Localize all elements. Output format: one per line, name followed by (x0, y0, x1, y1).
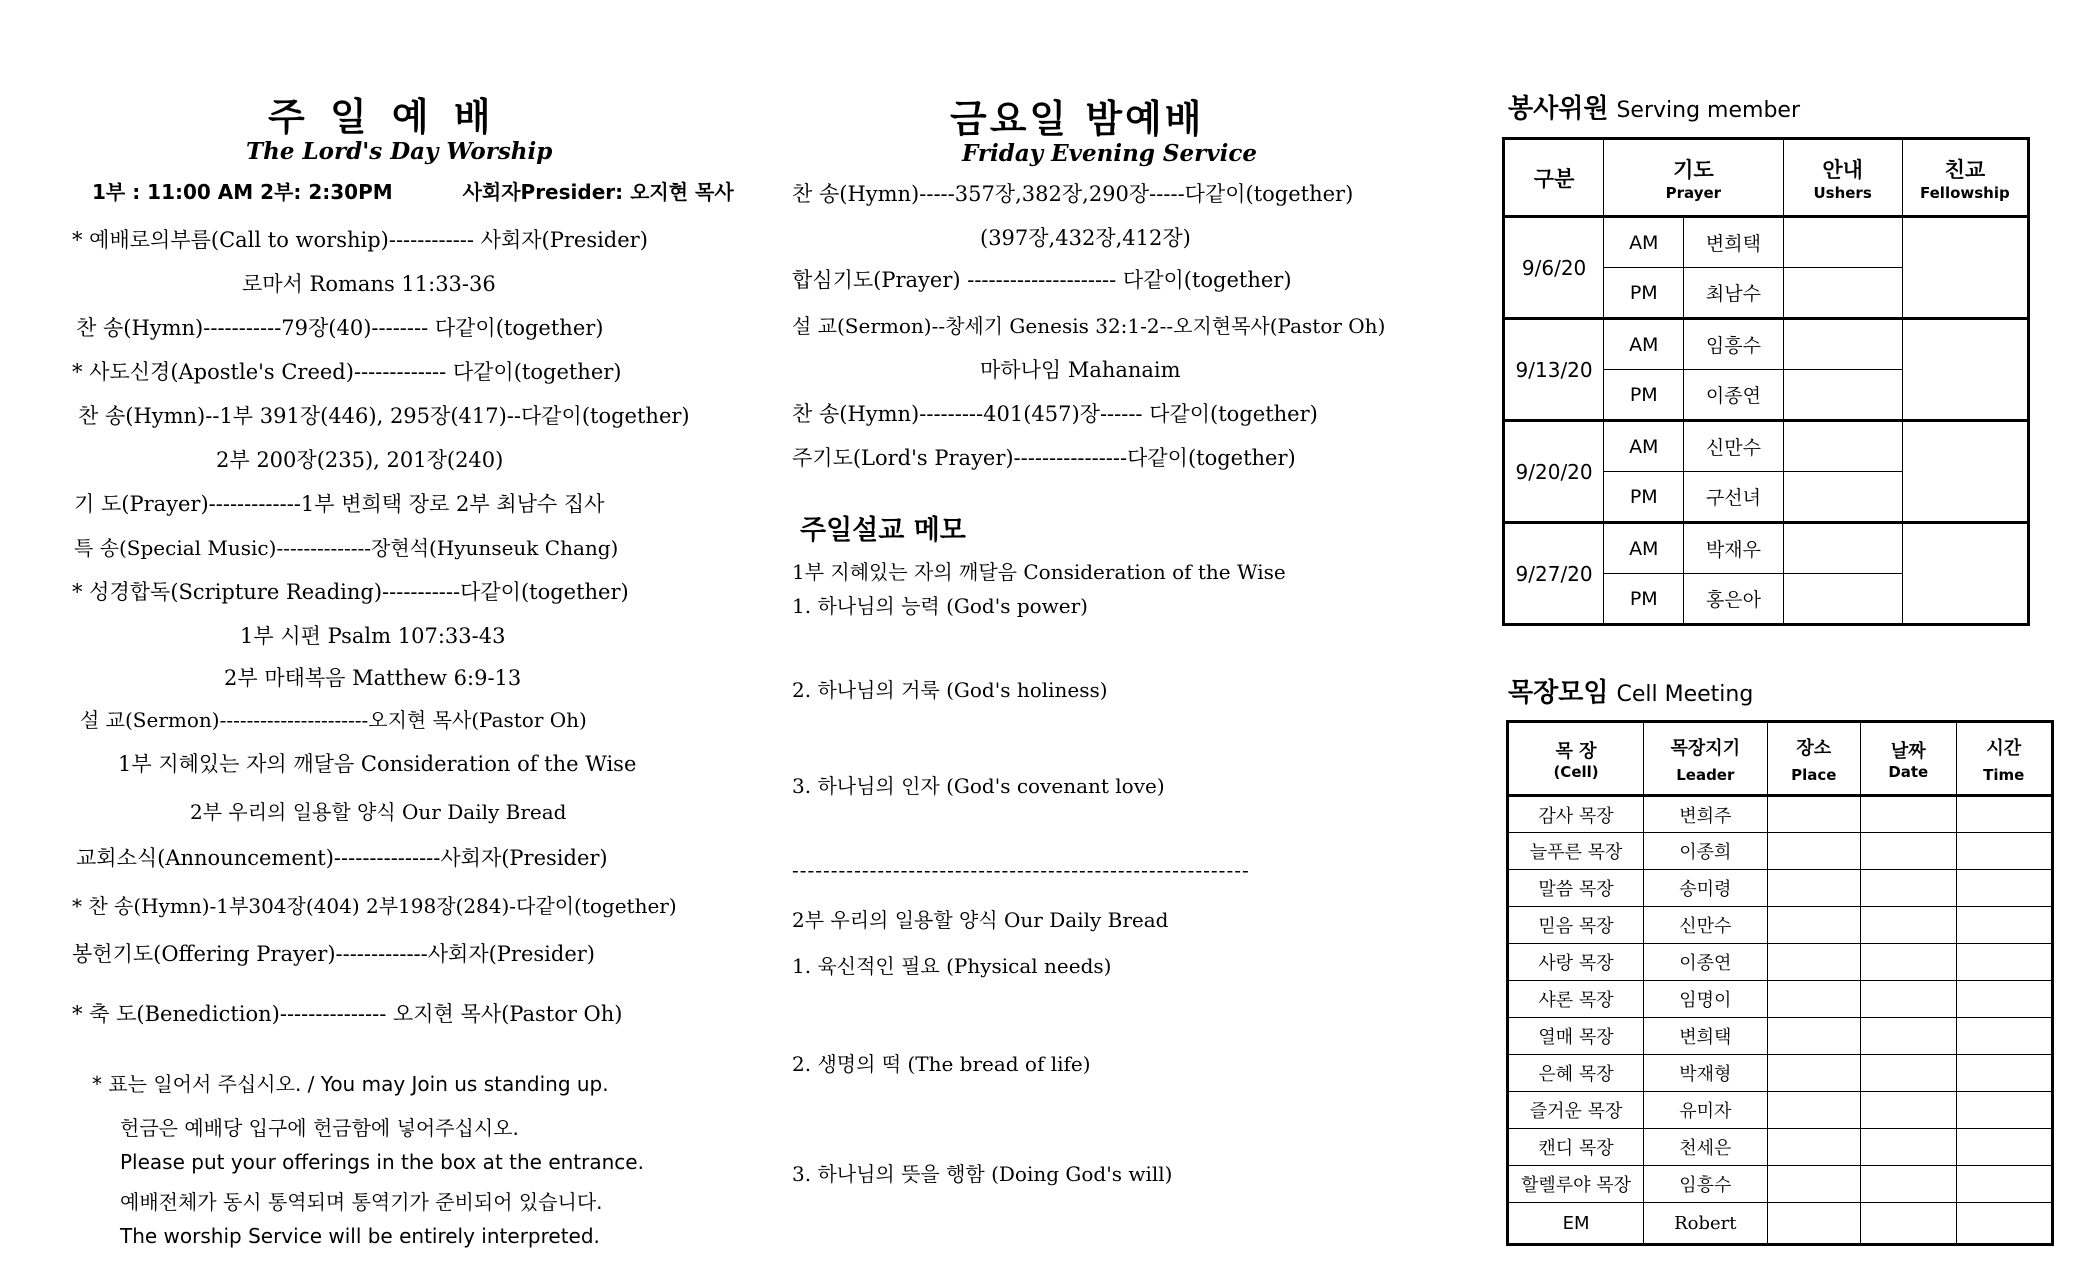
serving-usher-cell (1783, 268, 1902, 319)
serving-pm-label: PM (1604, 268, 1684, 319)
friday-hymn-1: 찬 송(Hymn)-----357장,382장,290장-----다같이(together) (792, 182, 1354, 206)
serving-row (1504, 523, 2029, 574)
memo-part2-point-1: 1. 육신적인 필요 (Physical needs) (792, 954, 1112, 978)
cell-date (1861, 796, 1956, 833)
serving-title-en: Serving member (1616, 98, 1800, 123)
order-prayer: 기 도(Prayer)-------------1부 변희택 장로 2부 최남수 집사 (74, 492, 605, 516)
serving-pm-label: PM (1604, 574, 1684, 625)
serving-am-name: 임흥수 (1684, 319, 1783, 370)
cell-header-date: 날짜 Date (1861, 722, 1956, 796)
cell-table (1506, 720, 2054, 1246)
order-special-music: 특 송(Special Music)--------------장현석(Hyunseuk Chang) (74, 536, 619, 560)
cell-time (1956, 870, 2053, 907)
serving-am-name: 박재우 (1684, 523, 1783, 574)
cell-row (1508, 1018, 2053, 1055)
order-psalm: 1부 시편 Psalm 107:33-43 (240, 624, 506, 648)
order-matthew: 2부 마태복음 Matthew 6:9-13 (224, 666, 522, 690)
cell-header-leader: 목장지기 Leader (1644, 722, 1767, 796)
serving-pm-label: PM (1604, 472, 1684, 523)
cell-name: 샤론 목장 (1508, 981, 1644, 1018)
cell-leader: 임흥수 (1644, 1166, 1767, 1203)
note-standing: * 표는 일어서 주십시오. / You may Join us standing up. (92, 1072, 609, 1096)
cell-row (1508, 796, 2053, 833)
cell-date (1861, 981, 1956, 1018)
serving-header-ushers: 안내 Ushers (1783, 139, 1902, 217)
order-offering-prayer: 봉헌기도(Offering Prayer)-------------사회자(Presider) (72, 942, 595, 966)
serving-usher-cell (1783, 421, 1902, 472)
cell-row (1508, 833, 2053, 870)
serving-am-label: AM (1604, 319, 1684, 370)
cell-place (1767, 1092, 1861, 1129)
friday-hymn-1b: (397장,432장,412장) (980, 226, 1191, 250)
memo-part2-point-3: 3. 하나님의 뜻을 행함 (Doing God's will) (792, 1162, 1173, 1186)
order-sermon-title-2: 2부 우리의 일용할 양식 Our Daily Bread (190, 800, 567, 824)
cell-name: 캔디 목장 (1508, 1129, 1644, 1166)
memo-part1-point-1: 1. 하나님의 능력 (God's power) (792, 594, 1088, 618)
serving-usher-cell (1783, 523, 1902, 574)
serving-date: 9/20/20 (1504, 421, 1604, 523)
serving-pm-name: 구선녀 (1684, 472, 1783, 523)
cell-time (1956, 833, 2053, 870)
cell-time (1956, 981, 2053, 1018)
cell-place (1767, 1166, 1861, 1203)
cell-place (1767, 1129, 1861, 1166)
order-scripture-reading: * 성경합독(Scripture Reading)-----------다같이(together) (72, 580, 629, 604)
friday-lords-prayer: 주기도(Lord's Prayer)----------------다같이(together) (792, 446, 1296, 470)
serving-am-label: AM (1604, 523, 1684, 574)
order-sermon: 설 교(Sermon)----------------------오지현 목사(Pastor Oh) (80, 708, 587, 732)
friday-title: 금요일 밤예배 (950, 97, 1205, 141)
cell-row (1508, 981, 2053, 1018)
cell-row (1508, 1129, 2053, 1166)
serving-header-prayer: 기도 Prayer (1604, 139, 1783, 217)
cell-row (1508, 907, 2053, 944)
cell-leader: 임명이 (1644, 981, 1767, 1018)
cell-leader: 박재형 (1644, 1055, 1767, 1092)
order-apostles-creed: * 사도신경(Apostle's Creed)------------- 다같이(together) (72, 360, 622, 384)
serving-date: 9/27/20 (1504, 523, 1604, 625)
memo-part1-point-3: 3. 하나님의 인자 (God's covenant love) (792, 774, 1165, 798)
serving-fellowship-cell (1902, 217, 2028, 319)
order-call-to-worship: * 예배로의부름(Call to worship)------------ 사회자(Presider) (72, 228, 648, 252)
cell-row (1508, 944, 2053, 981)
cell-date (1861, 1129, 1956, 1166)
cell-date (1861, 1055, 1956, 1092)
serving-usher-cell (1783, 370, 1902, 421)
order-hymn-2: 찬 송(Hymn)--1부 391장(446), 295장(417)--다같이(together) (78, 404, 690, 428)
cell-title (1508, 672, 1753, 709)
serving-title-ko: 봉사위원 (1508, 94, 1609, 124)
order-hymn-2b: 2부 200장(235), 201장(240) (216, 448, 504, 472)
cell-date (1861, 907, 1956, 944)
cell-name: 말씀 목장 (1508, 870, 1644, 907)
cell-row (1508, 1166, 2053, 1203)
cell-date (1861, 870, 1956, 907)
serving-pm-name: 이종연 (1684, 370, 1783, 421)
cell-place (1767, 907, 1861, 944)
order-benediction: * 축 도(Benediction)--------------- 오지현 목사(Pastor Oh) (72, 1002, 623, 1026)
cell-name: 사랑 목장 (1508, 944, 1644, 981)
note-offering-en: Please put your offerings in the box at the entrance. (120, 1150, 644, 1174)
serving-usher-cell (1783, 574, 1902, 625)
service-times-row (92, 176, 734, 205)
order-hymn-3: * 찬 송(Hymn)-1부304장(404) 2부198장(284)-다같이(together) (72, 894, 677, 918)
serving-pm-label: PM (1604, 370, 1684, 421)
serving-title (1508, 88, 1800, 125)
serving-fellowship-cell (1902, 319, 2028, 421)
cell-date (1861, 1092, 1956, 1129)
serving-pm-name: 최남수 (1684, 268, 1783, 319)
cell-name: 늘푸른 목장 (1508, 833, 1644, 870)
cell-time (1956, 944, 2053, 981)
cell-time (1956, 1092, 2053, 1129)
cell-row (1508, 870, 2053, 907)
cell-date (1861, 944, 1956, 981)
serving-fellowship-cell (1902, 421, 2028, 523)
cell-row (1508, 1055, 2053, 1092)
cell-header-cell: 목 장 (Cell) (1508, 722, 1644, 796)
cell-time (1956, 796, 2053, 833)
cell-title-ko: 목장모임 (1508, 678, 1609, 708)
cell-row (1508, 1092, 2053, 1129)
serving-row (1504, 421, 2029, 472)
serving-table (1502, 137, 2030, 626)
presider-label: 사회자Presider: (462, 180, 631, 204)
cell-place (1767, 870, 1861, 907)
presider-name: 오지현 목사 (630, 180, 734, 204)
friday-sermon-title: 마하나임 Mahanaim (980, 358, 1181, 382)
sunday-title: 주 일 예 배 (268, 95, 497, 139)
serving-date: 9/13/20 (1504, 319, 1604, 421)
memo-part2-point-2: 2. 생명의 떡 (The bread of life) (792, 1052, 1091, 1076)
serving-am-label: AM (1604, 421, 1684, 472)
cell-header-time: 시간 Time (1956, 722, 2053, 796)
sunday-subtitle: The Lord's Day Worship (246, 138, 553, 165)
memo-part2-title: 2부 우리의 일용할 양식 Our Daily Bread (792, 908, 1169, 932)
order-announcement: 교회소식(Announcement)---------------사회자(Presider) (76, 846, 608, 870)
serving-header-division: 구분 (1504, 139, 1604, 217)
cell-place (1767, 1055, 1861, 1092)
cell-name: 즐거운 목장 (1508, 1092, 1644, 1129)
service-times: 1부 : 11:00 AM 2부: 2:30PM (92, 180, 393, 204)
cell-title-en: Cell Meeting (1616, 682, 1754, 707)
note-interpret-ko: 예배전체가 동시 통역되며 통역기가 준비되어 있습니다. (120, 1190, 603, 1214)
cell-place (1767, 1018, 1861, 1055)
serving-am-name: 변희택 (1684, 217, 1783, 268)
cell-date (1861, 1203, 1956, 1245)
cell-time (1956, 1055, 2053, 1092)
cell-leader: 천세은 (1644, 1129, 1767, 1166)
serving-date: 9/6/20 (1504, 217, 1604, 319)
cell-date (1861, 1018, 1956, 1055)
cell-name: 열매 목장 (1508, 1018, 1644, 1055)
memo-part1-title: 1부 지혜있는 자의 깨달음 Consideration of the Wise (792, 560, 1286, 584)
serving-header-fellowship: 친교 Fellowship (1902, 139, 2028, 217)
serving-am-name: 신만수 (1684, 421, 1783, 472)
cell-leader: 신만수 (1644, 907, 1767, 944)
cell-leader: 변희택 (1644, 1018, 1767, 1055)
serving-usher-cell (1783, 472, 1902, 523)
cell-row (1508, 1203, 2053, 1245)
cell-name: 감사 목장 (1508, 796, 1644, 833)
cell-time (1956, 907, 2053, 944)
order-sermon-title-1: 1부 지혜있는 자의 깨달음 Consideration of the Wise (118, 752, 637, 776)
friday-subtitle: Friday Evening Service (962, 140, 1258, 167)
cell-leader: 이종연 (1644, 944, 1767, 981)
cell-place (1767, 944, 1861, 981)
cell-place (1767, 796, 1861, 833)
cell-name: 믿음 목장 (1508, 907, 1644, 944)
serving-am-label: AM (1604, 217, 1684, 268)
cell-leader: 변희주 (1644, 796, 1767, 833)
memo-title: 주일설교 메모 (800, 515, 966, 546)
note-offering-ko: 헌금은 예배당 입구에 헌금함에 넣어주십시오. (120, 1116, 519, 1140)
serving-usher-cell (1783, 319, 1902, 370)
order-hymn-1: 찬 송(Hymn)-----------79장(40)-------- 다같이(together) (76, 316, 604, 340)
serving-usher-cell (1783, 217, 1902, 268)
memo-part1-point-2: 2. 하나님의 거룩 (God's holiness) (792, 678, 1108, 702)
cell-leader: 이종희 (1644, 833, 1767, 870)
cell-leader: Robert (1644, 1203, 1767, 1245)
cell-place (1767, 981, 1861, 1018)
friday-hymn-2: 찬 송(Hymn)---------401(457)장------ 다같이(together) (792, 402, 1318, 426)
cell-name: 할렐루야 목장 (1508, 1166, 1644, 1203)
cell-place (1767, 833, 1861, 870)
note-interpret-en: The worship Service will be entirely interpreted. (120, 1224, 600, 1248)
cell-name: 은혜 목장 (1508, 1055, 1644, 1092)
cell-time (1956, 1166, 2053, 1203)
serving-row (1504, 319, 2029, 370)
serving-pm-name: 홍은아 (1684, 574, 1783, 625)
memo-divider: ----------------------------------------------------------- (792, 858, 1250, 882)
cell-name: EM (1508, 1203, 1644, 1245)
cell-date (1861, 833, 1956, 870)
cell-date (1861, 1166, 1956, 1203)
serving-fellowship-cell (1902, 523, 2028, 625)
cell-place (1767, 1203, 1861, 1245)
cell-header-place: 장소 Place (1767, 722, 1861, 796)
cell-time (1956, 1129, 2053, 1166)
friday-sermon: 설 교(Sermon)--창세기 Genesis 32:1-2--오지현목사(Pastor Oh) (792, 314, 1386, 338)
serving-row (1504, 217, 2029, 268)
cell-leader: 송미령 (1644, 870, 1767, 907)
cell-leader: 유미자 (1644, 1092, 1767, 1129)
order-romans: 로마서 Romans 11:33-36 (242, 272, 496, 296)
cell-time (1956, 1203, 2053, 1245)
cell-time (1956, 1018, 2053, 1055)
friday-prayer: 합심기도(Prayer) --------------------- 다같이(together) (792, 268, 1292, 292)
